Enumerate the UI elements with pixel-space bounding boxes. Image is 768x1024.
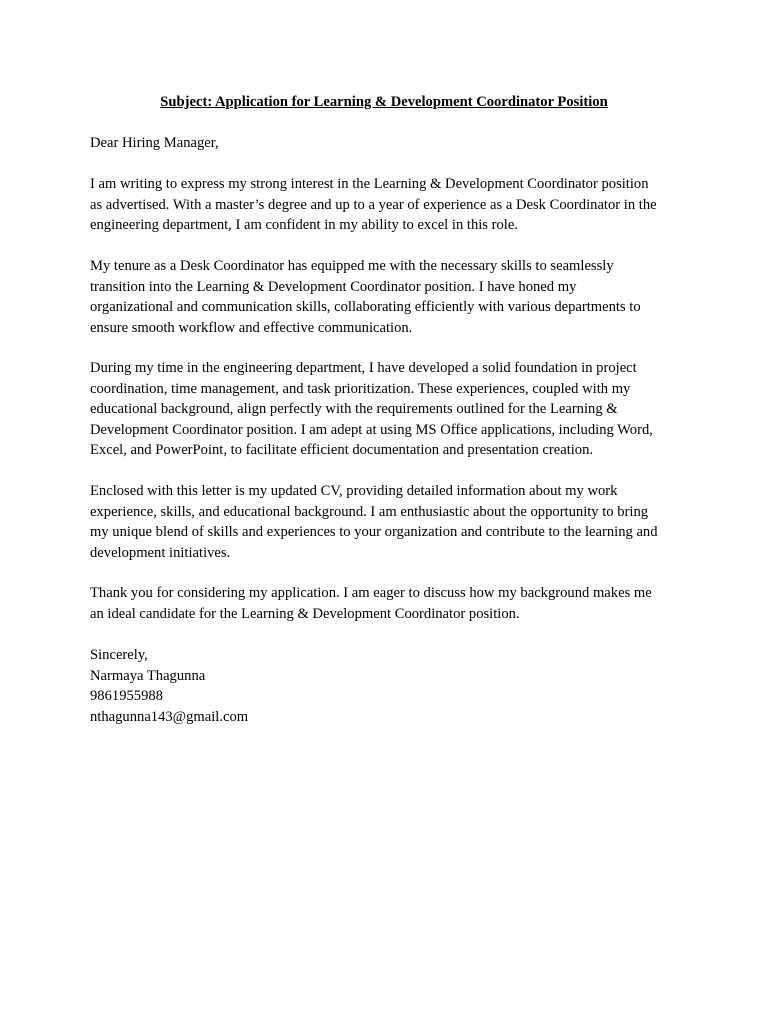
paragraph-line: Thank you for considering my application. I am eager to discuss how my background makes me xyxy=(90,585,652,601)
subject-line: Subject: Application for Learning & Development Coordinator Position xyxy=(160,94,608,110)
paragraph-line: Excel, and PowerPoint, to facilitate efficient documentation and presentation creation. xyxy=(90,442,594,458)
paragraph-line: engineering department, I am confident in my ability to excel in this role. xyxy=(90,217,518,233)
paragraph-thanks xyxy=(90,583,680,624)
signature-name: Narmaya Thagunna xyxy=(90,667,206,684)
paragraph-line: Development Coordinator position. I am adept at using MS Office applications, including Word, xyxy=(90,421,653,438)
salutation-text: Dear Hiring Manager, xyxy=(90,135,219,151)
paragraph-line: Enclosed with this letter is my updated CV, providing detailed information about my work xyxy=(90,483,618,499)
paragraph-intro xyxy=(90,174,680,236)
signature-email: nthagunna143@gmail.com xyxy=(90,708,249,725)
closing-text: Sincerely, xyxy=(90,647,148,663)
paragraph-line: as advertised. With a master’s degree and up to a year of experience as a Desk Coordinator in the xyxy=(90,196,657,213)
salutation xyxy=(90,133,680,154)
paragraph-line: experience, skills, and educational background. I am enthusiastic about the opportunity to bring xyxy=(90,503,649,520)
paragraph-line: coordination, time management, and task prioritization. These experiences, coupled with my xyxy=(90,380,631,397)
paragraph-line: educational background, align perfectly with the requirements outlined for the Learning & xyxy=(90,401,618,417)
paragraph-line: development initiatives. xyxy=(90,544,231,561)
paragraph-line: transition into the Learning & Development Coordinator position. I have honed my xyxy=(90,278,577,295)
paragraph-line: organizational and communication skills, collaborating efficiently with various departments to xyxy=(90,299,641,315)
paragraph-line: ensure smooth workflow and effective communication. xyxy=(90,319,413,336)
signature-phone: 9861955988 xyxy=(90,688,163,704)
paragraph-tenure xyxy=(90,256,680,338)
paragraph-line: During my time in the engineering department, I have developed a solid foundation in project xyxy=(90,360,637,376)
paragraph-enclosure xyxy=(90,481,680,563)
paragraph-line: My tenure as a Desk Coordinator has equipped me with the necessary skills to seamlessly xyxy=(90,258,614,274)
paragraph-line: I am writing to express my strong interest in the Learning & Development Coordinator position xyxy=(90,176,649,192)
paragraph-line: an ideal candidate for the Learning & Development Coordinator position. xyxy=(90,605,520,622)
paragraph-experience xyxy=(90,358,680,461)
signature-block xyxy=(90,645,680,727)
paragraph-line: my unique blend of skills and experiences to your organization and contribute to the learning and xyxy=(90,524,658,540)
